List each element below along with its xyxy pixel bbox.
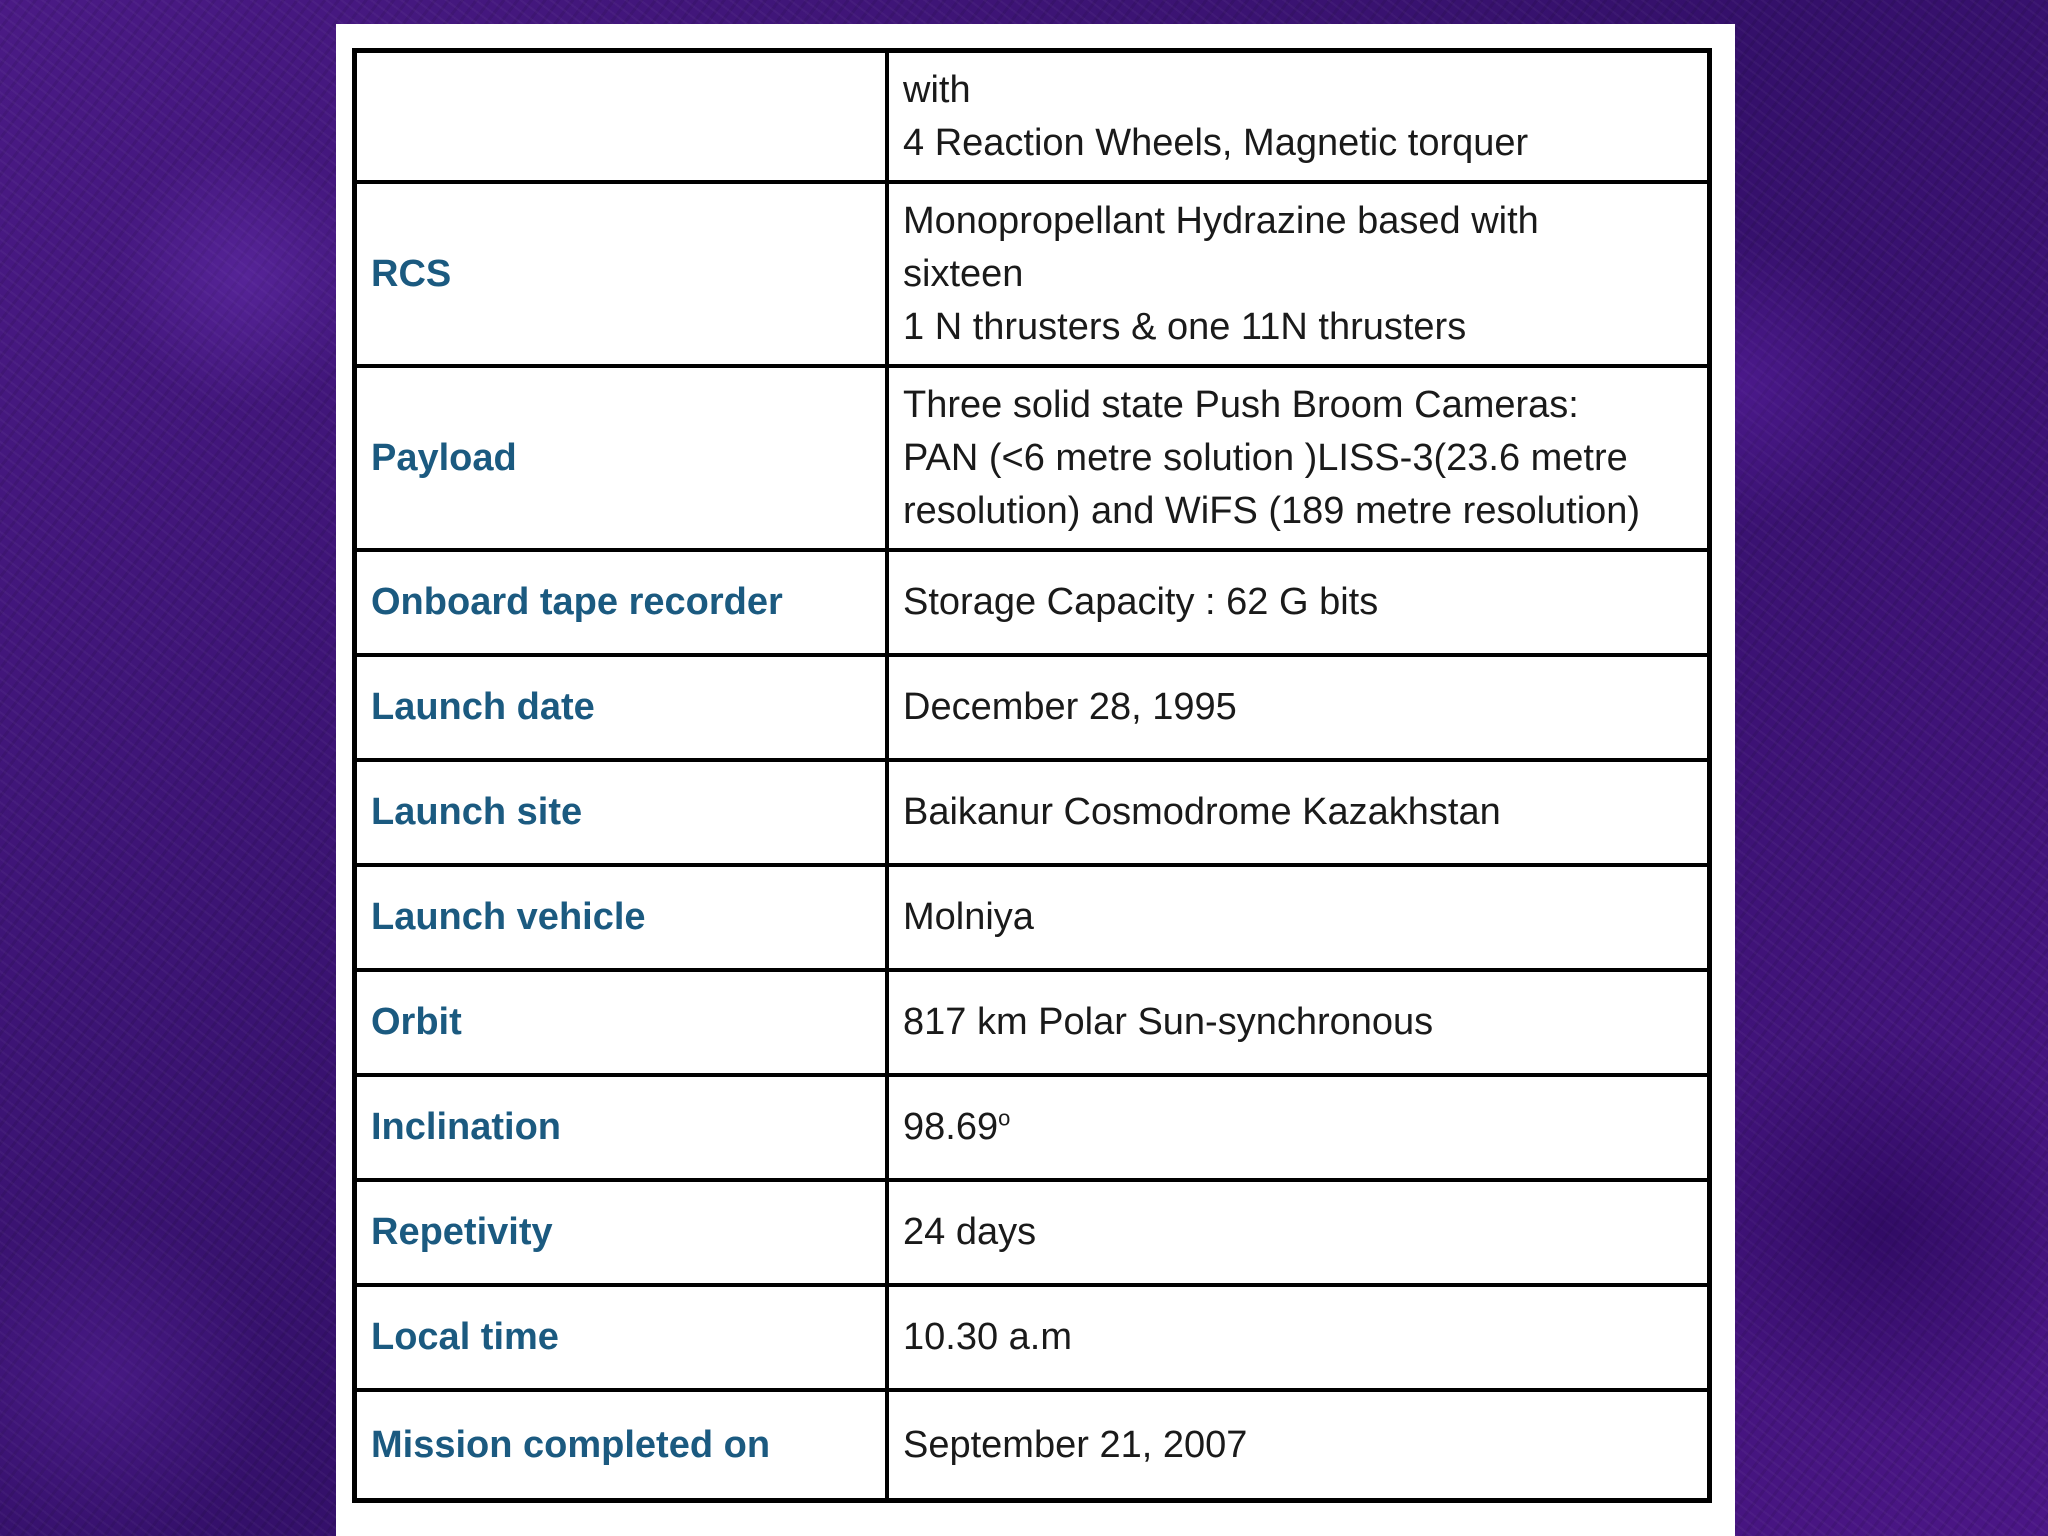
document-page <box>336 24 1735 1536</box>
row-label: Launch site <box>355 760 887 865</box>
table-row <box>355 655 1709 760</box>
row-label: Launch date <box>355 655 887 760</box>
row-value: 24 days <box>887 1180 1709 1285</box>
value-line: Three solid state Push Broom Cameras: <box>903 383 1579 426</box>
inclination-value: 98.69 <box>903 1106 999 1148</box>
value-line: sixteen <box>903 252 1024 295</box>
row-label: Payload <box>355 366 887 550</box>
table-row <box>355 865 1709 970</box>
row-value <box>887 51 1709 182</box>
value-line: 4 Reaction Wheels, Magnetic torquer <box>903 121 1529 164</box>
row-label: Repetivity <box>355 1180 887 1285</box>
row-label: Launch vehicle <box>355 865 887 970</box>
row-label: Onboard tape recorder <box>355 550 887 655</box>
satellite-spec-table <box>352 48 1712 1503</box>
row-label: Mission completed on <box>355 1390 887 1500</box>
table-row <box>355 366 1709 550</box>
degree-superscript: o <box>998 1105 1011 1131</box>
table-row <box>355 1180 1709 1285</box>
row-value: Storage Capacity : 62 G bits <box>887 550 1709 655</box>
row-label <box>355 51 887 182</box>
value-line: with <box>903 68 971 111</box>
row-label: RCS <box>355 182 887 366</box>
table-row <box>355 970 1709 1075</box>
row-value: Baikanur Cosmodrome Kazakhstan <box>887 760 1709 865</box>
row-value: 10.30 a.m <box>887 1285 1709 1390</box>
table-row <box>355 51 1709 182</box>
row-value <box>887 1075 1709 1180</box>
table-row <box>355 1285 1709 1390</box>
table-row <box>355 550 1709 655</box>
table-row <box>355 1390 1709 1500</box>
row-value <box>887 366 1709 550</box>
table-row <box>355 182 1709 366</box>
value-line: Monopropellant Hydrazine based with <box>903 199 1539 242</box>
value-line: PAN (<6 metre solution )LISS-3(23.6 metre <box>903 436 1628 479</box>
value-line: 1 N thrusters & one 11N thrusters <box>903 305 1467 348</box>
row-value: September 21, 2007 <box>887 1390 1709 1500</box>
row-value: Molniya <box>887 865 1709 970</box>
row-value: December 28, 1995 <box>887 655 1709 760</box>
row-label: Orbit <box>355 970 887 1075</box>
value-line: resolution) and WiFS (189 metre resolution) <box>903 489 1641 532</box>
row-label: Local time <box>355 1285 887 1390</box>
table-row <box>355 1075 1709 1180</box>
row-label: Inclination <box>355 1075 887 1180</box>
table-row <box>355 760 1709 865</box>
row-value: 817 km Polar Sun-synchronous <box>887 970 1709 1075</box>
row-value <box>887 182 1709 366</box>
